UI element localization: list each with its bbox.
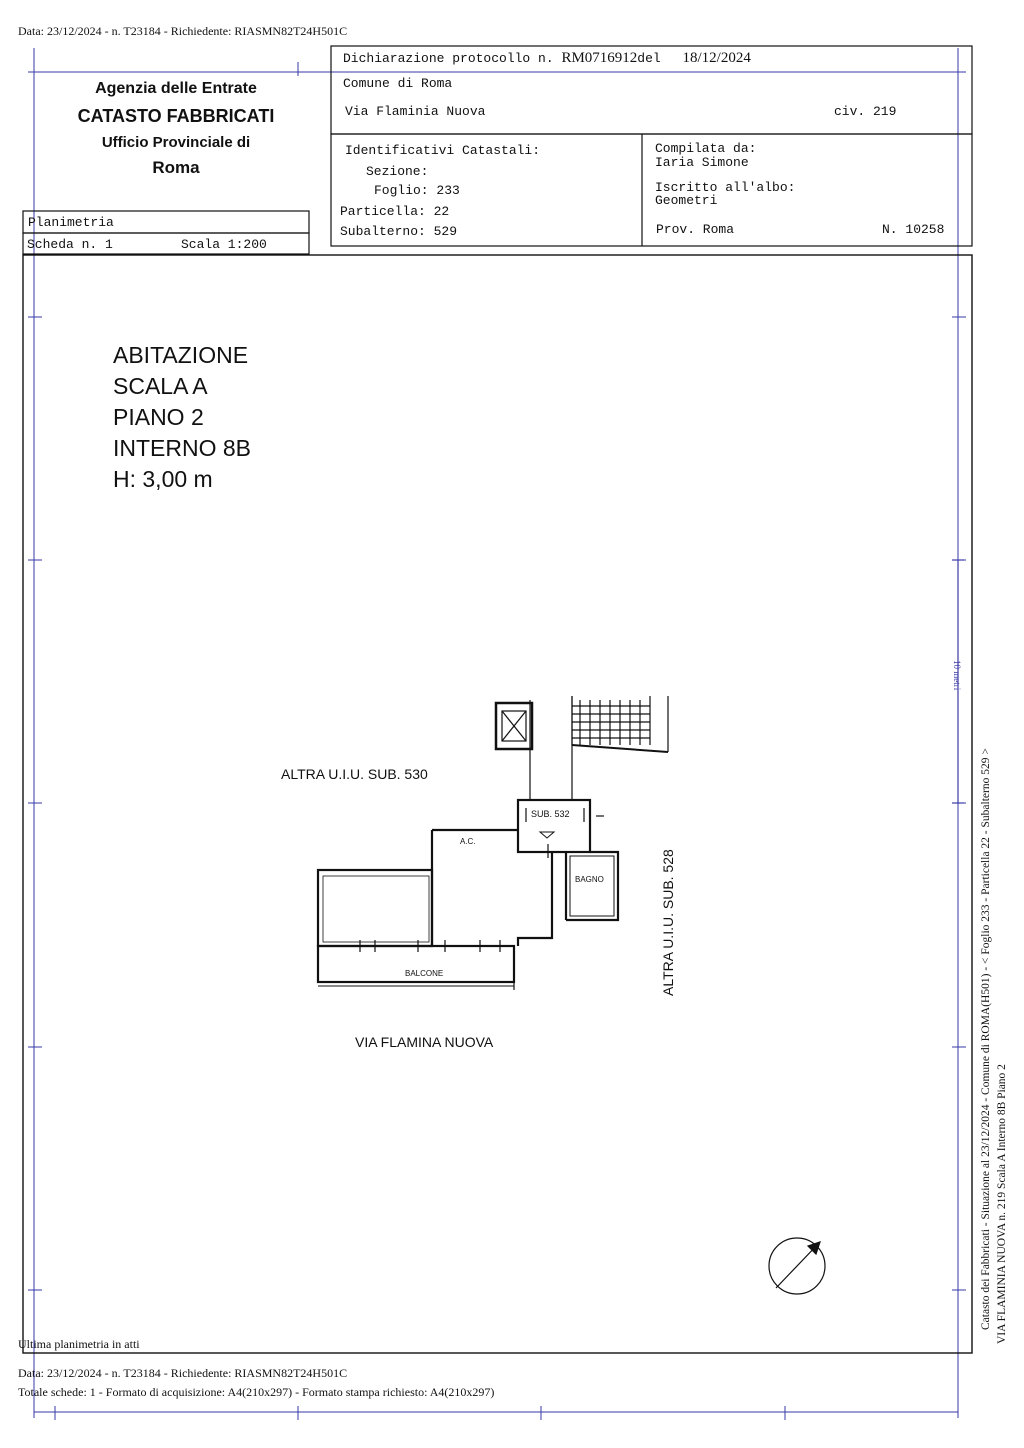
footer-data: Data: 23/12/2024 - n. T23184 - Richiedente: RIASMN82T24H501C	[18, 1366, 348, 1380]
sezione: Sezione:	[366, 164, 429, 179]
unit-piano: PIANO 2	[113, 404, 204, 430]
civic-number: civ. 219	[834, 104, 897, 119]
scale-bar-label: 10 metri	[952, 660, 962, 691]
label-altra-528: ALTRA U.I.U. SUB. 528	[660, 849, 676, 996]
particella: Particella: 22	[340, 204, 450, 219]
label-sub-532: SUB. 532	[531, 809, 570, 819]
header-boxes	[23, 46, 972, 1353]
compilata-label: Compilata da:	[655, 141, 757, 156]
scala-label: Scala 1:200	[181, 237, 267, 252]
province: Prov. Roma	[656, 222, 735, 237]
foglio: Foglio: 233	[374, 183, 460, 198]
subalterno: Subalterno: 529	[340, 224, 458, 239]
label-ac: A.C.	[460, 837, 476, 846]
planimetria-label: Planimetria	[28, 215, 114, 230]
compilata-name: Iaria Simone	[655, 155, 749, 170]
scheda-label: Scheda n. 1	[27, 237, 113, 252]
staircase	[572, 696, 668, 752]
identifiers-title: Identificativi Catastali:	[345, 143, 541, 158]
floor-plan	[318, 696, 668, 990]
agency-name: Agenzia delle Entrate	[95, 80, 257, 97]
ufficio-city: Roma	[152, 158, 200, 177]
sub-532-room	[518, 800, 590, 852]
label-street: VIA FLAMINA NUOVA	[355, 1034, 494, 1050]
albo-number: N. 10258	[882, 222, 945, 237]
label-bagno: BAGNO	[575, 875, 604, 884]
comune: Comune di Roma	[343, 76, 453, 91]
iscritto-label: Iscritto all'albo:	[655, 180, 796, 195]
catasto-title: CATASTO FABBRICATI	[77, 106, 275, 126]
top-request-line: Data: 23/12/2024 - n. T23184 - Richiedente: RIASMN82T24H501C	[18, 24, 348, 38]
declaration-date: 18/12/2024	[682, 50, 751, 66]
unit-height: H: 3,00 m	[113, 466, 213, 492]
protocol-number: RM0716912	[561, 50, 638, 66]
declaration-line	[343, 50, 751, 67]
footer-totale: Totale schede: 1 - Formato di acquisizione: A4(210x297) - Formato stampa richiesto: A4(210x297)	[18, 1385, 495, 1399]
unit-scala: SCALA A	[113, 373, 208, 399]
ufficio-label: Ufficio Provinciale di	[101, 134, 251, 151]
declaration-del: del	[637, 51, 661, 66]
unit-interno: INTERNO 8B	[113, 435, 252, 461]
footer-ultima: Ultima planimetria in atti	[18, 1337, 140, 1351]
declaration-label: Dichiarazione protocollo n.	[343, 51, 554, 66]
label-altra-530: ALTRA U.I.U. SUB. 530	[281, 766, 428, 782]
side-info-line-2: VIA FLAMINIA NUOVA n. 219 Scala A Interno 8B Piano 2	[996, 1064, 1008, 1344]
north-arrow	[769, 1238, 825, 1294]
unit-type: ABITAZIONE	[113, 342, 249, 368]
iscritto-value: Geometri	[655, 193, 718, 208]
side-info-line-1: Catasto dei Fabbricati - Situazione al 23/12/2024 - Comune di ROMA(H501) - < Foglio 233 - Particella 22 - Subalterno 529 >	[980, 748, 992, 1330]
unit-info	[113, 340, 251, 495]
address: Via Flaminia Nuova	[345, 104, 486, 119]
label-balcone: BALCONE	[405, 969, 444, 978]
